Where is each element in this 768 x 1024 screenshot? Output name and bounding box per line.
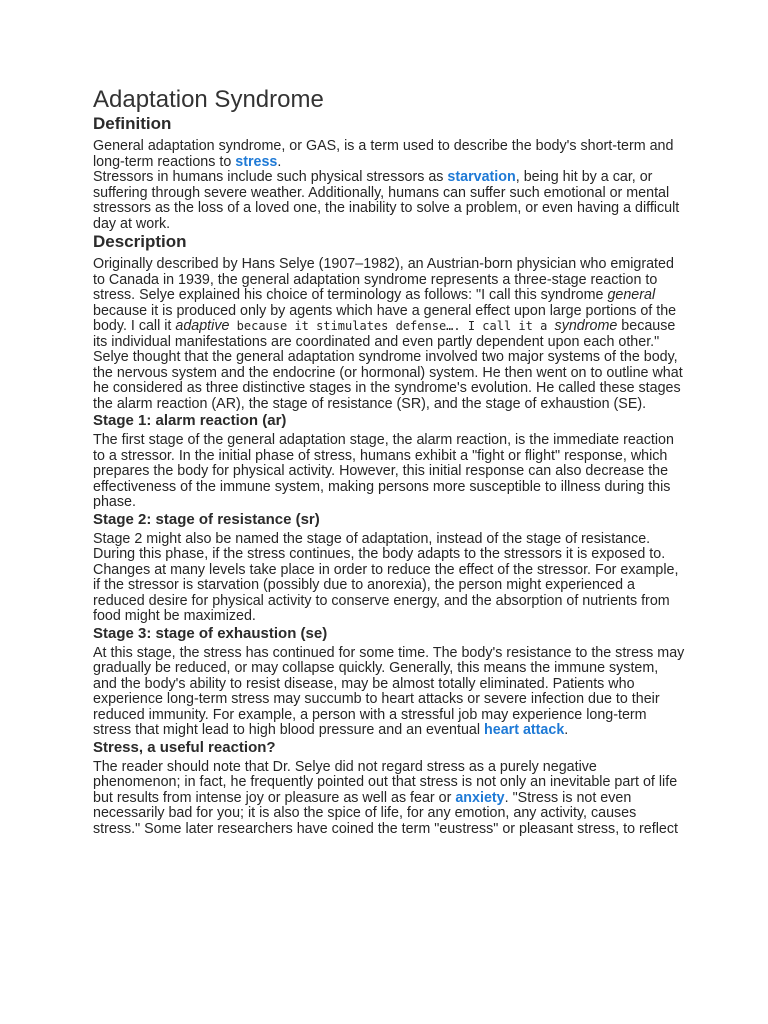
page-title: Adaptation Syndrome xyxy=(93,86,324,113)
stage1-paragraph: The first stage of the general adaptation stage, the alarm reaction, is the immediate reaction to a stressor. In the initial phase of stress, humans exhibit a "fight or flight" response, which prepares the body for physical activity. However, this initial response can also decrease the effectiveness of the immune system, making persons more susceptible to illness during this phase. xyxy=(93,432,674,510)
stage1-heading: Stage 1: alarm reaction (ar) xyxy=(93,412,287,429)
description-text: because its individual manifestations are coordinated and even partly dependent upon each other." xyxy=(93,318,676,350)
stage3-paragraph xyxy=(93,646,685,739)
stage2-heading: Stage 2: stage of resistance (sr) xyxy=(93,510,320,528)
description-text: because it is produced only by agents which have a general effect upon large portions of the body. I call it xyxy=(93,302,677,334)
heart-attack-link[interactable]: heart attack xyxy=(484,722,565,738)
definition-text: General adaptation syndrome, or GAS, is a term used to describe the body's short-term and long-term reactions to xyxy=(93,138,674,170)
stressors-text: , being hit by a car, or suffering through severe weather. Additionally, humans can suffer such emotional or mental stressors as the loss of a loved one, the inability to solve a problem, or even having a difficult day at work. xyxy=(93,169,680,232)
description-heading: Description xyxy=(93,232,187,251)
emphasis-adaptive: adaptive xyxy=(175,318,230,334)
stress-link[interactable]: stress xyxy=(235,153,278,170)
selye-quote-paragraph xyxy=(93,257,685,350)
stage2-paragraph: Stage 2 might also be named the stage of adaptation, instead of the stage of resistance. During this phase, if the stress continues, the body adapts to the stressors it is exposed to. Changes at many levels take place in order to reduce the effect of the stressor. For example, if the stressor is starvation (possibly due to anorexia), the person might experienced a reduced desire for physical activity to conserve energy, and the absorption of nutrients from food might be maximized. xyxy=(93,530,679,624)
stressors-text: Stressors in humans include such physical stressors as xyxy=(93,169,448,185)
systems-paragraph: Selye thought that the general adaptation syndrome involved two major systems of the body, the nervous system and the endocrine (or hormonal) system. He then went on to outline what he considered as three distinctive stages in the syndrome's evolution. He called these stages the alarm reaction (AR), the stage of resistance (SR), and the stage of exhaustion (SE). xyxy=(93,349,683,412)
starvation-link[interactable]: starvation xyxy=(447,169,516,185)
description-mono-text: because it stimulates defense…. I call it a xyxy=(229,319,555,333)
stressors-paragraph xyxy=(93,170,685,232)
stage3-text: . xyxy=(564,722,569,738)
anxiety-link[interactable]: anxiety xyxy=(455,789,505,806)
emphasis-syndrome: syndrome xyxy=(554,318,618,334)
description-text: Originally described by Hans Selye (1907–1982), an Austrian-born physician who emigrated to Canada in 1939, the general adaptation syndrome represents a three-stage reaction to stress. Selye explained his choice of terminology as follows: "I call this syndrome xyxy=(93,256,674,303)
useful-reaction-heading: Stress, a useful reaction? xyxy=(93,738,276,756)
definition-text: . xyxy=(277,153,282,170)
useful-text: . "Stress is not even necessarily bad for you; it is also the spice of life, for any emotion, any activity, causes stress." Some later researchers have coined the term "eustress" or pleasant stress, to reflect xyxy=(93,789,678,837)
useful-text: The reader should note that Dr. Selye did not regard stress as a purely negative phenomenon; in fact, he frequently pointed out that stress is not only an inevitable part of life but results from intense joy or pleasure as well as fear or xyxy=(93,758,678,806)
definition-paragraph xyxy=(93,139,685,170)
definition-heading: Definition xyxy=(93,114,172,133)
emphasis-general: general xyxy=(607,287,656,303)
useful-reaction-paragraph xyxy=(93,760,685,838)
stage3-text: At this stage, the stress has continued for some time. The body's resistance to the stress may gradually be reduced, or may collapse quickly. Generally, this means the immune system, and the body's ability to resist disease, may be almost totally eliminated. Patients who experience long-term stress may succumb to heart attacks or severe infection due to their reduced immunity. For example, a person with a stressful job may experience long-term stress that might lead to high blood pressure and an eventual xyxy=(93,644,685,738)
article xyxy=(93,86,685,837)
stage3-heading: Stage 3: stage of exhaustion (se) xyxy=(93,624,328,642)
